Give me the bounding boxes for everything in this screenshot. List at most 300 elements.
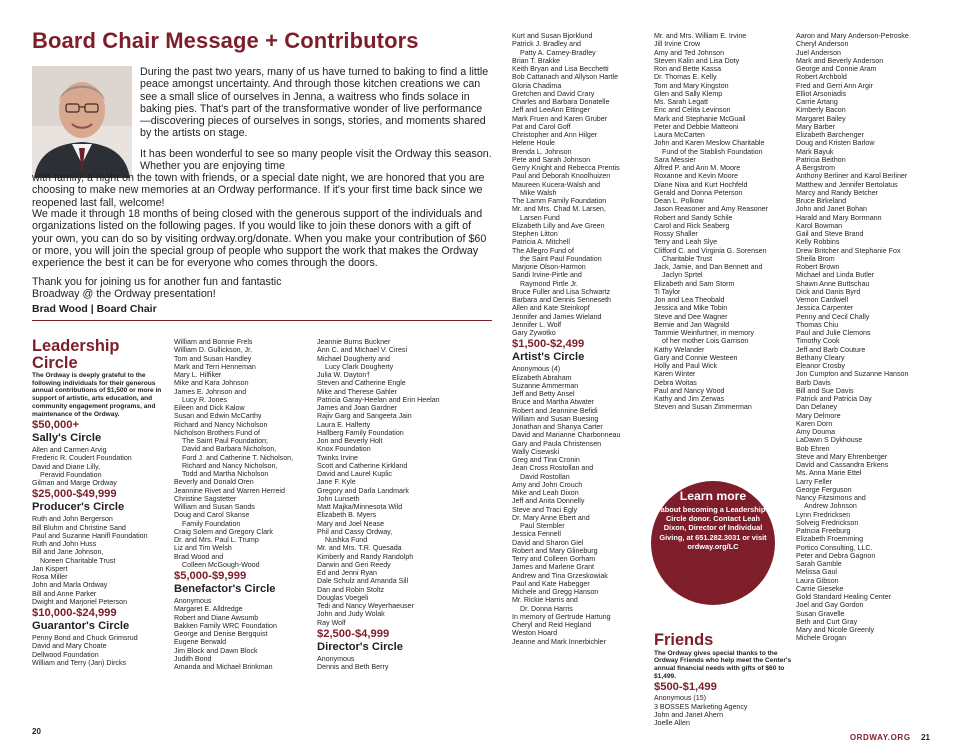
donor-name: Paul and Kate Habegger bbox=[512, 579, 590, 588]
donor-name: Mary L. Hilfiker bbox=[174, 371, 222, 379]
donor-name: Joelle Allen bbox=[654, 719, 690, 728]
donor-name: Carol and Rick Seaberg bbox=[654, 221, 730, 230]
donor-name: the Saint Paul Foundation bbox=[520, 254, 602, 263]
donor-name: Dan Delaney bbox=[796, 403, 838, 412]
donor-name: A Bergstrom bbox=[796, 164, 836, 172]
donor-name: Diane Nixa and Kurt Hochfeld bbox=[654, 180, 748, 189]
directors-circle-title: Director's Circle bbox=[317, 640, 403, 653]
donor-name: Tom and Susan Handley bbox=[174, 354, 252, 363]
donor-name: Bob Cattanach and Allyson Hartle bbox=[512, 73, 619, 82]
donor-name: Gold Standard Healing Center bbox=[796, 593, 892, 601]
donor-name: Suzanne Ammerman bbox=[512, 381, 579, 390]
donor-name: Bruce and Martha Atwater bbox=[512, 398, 595, 407]
donor-name: Helene Houle bbox=[512, 139, 555, 148]
donor-name: Solveig Fredrickson bbox=[796, 518, 859, 527]
donor-name: Allen and Kate Steinkopf bbox=[512, 304, 590, 313]
donor-name: Julia W. Dayton† bbox=[317, 371, 371, 379]
donor-name: Andrew and Tina Grzeskowiak bbox=[512, 571, 608, 580]
friends-section bbox=[654, 632, 792, 727]
donor-name: Dwight and Marjoriel Peterson bbox=[32, 597, 128, 606]
donor-name: Mary and Joel Nease bbox=[317, 519, 385, 528]
donor-name: The Allegro Fund of bbox=[512, 246, 574, 255]
level-50k: $50,000+ bbox=[32, 419, 79, 432]
donor-name: Steve and Dee Wagner bbox=[654, 312, 728, 321]
donor-name: Holly and Paul Wick bbox=[654, 362, 718, 370]
donor-name: Richard and Nancy Nicholson, bbox=[182, 461, 278, 470]
donor-name: Mary Delmore bbox=[796, 411, 841, 420]
donor-name: Steven and Catherine Engle bbox=[317, 379, 406, 388]
donor-name: Bill Bluhm and Christine Sand bbox=[32, 523, 126, 532]
donor-name: Christopher and Ann Hilger bbox=[512, 131, 598, 139]
donor-name: Melissa Gaul bbox=[796, 568, 838, 577]
donor-name: Mark and Beverly Anderson bbox=[796, 56, 884, 65]
donor-name: Paul Stembler bbox=[520, 522, 565, 530]
donor-name: Ruth and John Huss bbox=[32, 540, 97, 549]
donor-name: Drew Britcher and Stephanie Fox bbox=[796, 246, 901, 255]
donor-name: Phil and Cassy Ordway, bbox=[317, 527, 393, 536]
leadership-callout bbox=[651, 481, 775, 605]
donor-name: 3 BOSSES Marketing Agency bbox=[654, 702, 748, 711]
donor-name: Charitable Trust bbox=[662, 254, 713, 263]
donor-name: Roxanne and Kevin Moore bbox=[654, 172, 738, 181]
donor-name: Eleanor Crosby bbox=[796, 362, 845, 370]
donor-name: Robert Brown bbox=[796, 263, 840, 271]
donor-name: Beth and Curt Gray bbox=[796, 617, 858, 626]
donor-name: Mark Fruen and Karen Gruber bbox=[512, 114, 608, 123]
donor-name: Peter and Debbie Matteoni bbox=[654, 122, 739, 131]
donor-name: Debra Woitas bbox=[654, 378, 697, 387]
donor-name: Jessica Carpenter bbox=[796, 304, 854, 313]
donor-name: Weston Hoard bbox=[512, 629, 558, 638]
donor-name: In memory of Gertrude Hartung bbox=[512, 612, 611, 621]
donor-name: Kathy and Jim Zerwas bbox=[654, 395, 725, 403]
donor-name: Dr. Donna Harris bbox=[520, 604, 573, 613]
donor-name: Joel and Gay Gordon bbox=[796, 601, 864, 610]
donor-name: Anonymous bbox=[317, 654, 355, 663]
donor-name: William and Susan Sands bbox=[174, 503, 255, 511]
donor-name: Bruce Birkeland bbox=[796, 197, 847, 205]
donor-name: Patricia Freeburg bbox=[796, 527, 851, 535]
donor-name: Bruce Fuller and Lisa Schwartz bbox=[512, 287, 611, 296]
donor-name: Dean L. Polkow bbox=[654, 197, 704, 205]
donor-name: Patricia Beithon bbox=[796, 155, 846, 164]
donor-name: Jon Cumpton and Suzanne Hanson bbox=[796, 370, 909, 379]
column-4 bbox=[512, 32, 652, 646]
donor-name: James E. Johnson and bbox=[174, 387, 247, 396]
donor-name: Robert and Diane Awsumb bbox=[174, 613, 259, 622]
donor-name: Bethany Cleary bbox=[796, 353, 845, 362]
donor-name: Christine Sagstetter bbox=[174, 494, 237, 503]
donor-name: The Lamm Family Foundation bbox=[512, 197, 607, 205]
callout-title: Learn more bbox=[679, 489, 747, 503]
donor-name: Bernie and Jan Wagnild bbox=[654, 320, 730, 329]
donor-name: Barb Davis bbox=[796, 378, 831, 387]
donor-name: Dr. Mary Anne Ebert and bbox=[512, 513, 590, 522]
donor-name: Karol Bowman bbox=[796, 221, 843, 230]
donor-name: Aaron and Mary Anderson-Petroske bbox=[796, 32, 909, 40]
donor-name: Robert Archbold bbox=[796, 73, 847, 82]
donor-name: Jack, Jamie, and Dan Bennett and bbox=[654, 263, 763, 271]
donor-name: Ford J. and Catherine T. Nicholson, bbox=[182, 453, 294, 462]
donor-name: Sarah Gamble bbox=[796, 560, 842, 568]
donor-name: Dick and Danis Byrd bbox=[796, 287, 861, 296]
donor-name: Gilman and Marge Ordway bbox=[32, 479, 117, 488]
donor-name: David and Diane Lilly, bbox=[32, 462, 101, 471]
donor-name: Noreen Charitable Trust bbox=[40, 556, 116, 565]
donor-name: Allen and Carmen Arvig bbox=[32, 446, 107, 455]
donor-name: Alfred P. and Ann M. Moore bbox=[654, 164, 741, 172]
donor-name: George and Connie Aram bbox=[796, 65, 877, 73]
donor-name: Anonymous bbox=[174, 597, 212, 605]
donor-name: Steve and Traci Egly bbox=[512, 505, 578, 514]
donor-name: Dale Schulz and Amanda Sill bbox=[317, 577, 409, 586]
donor-name: Lucy R. Jones bbox=[182, 395, 227, 404]
donor-name: Kimberly and Randy Randolph bbox=[317, 552, 414, 561]
donor-name: Twinks Irvine bbox=[317, 453, 358, 462]
callout-body: about becoming a Leadership Circle donor. Contact Leah Dixon, Director of Individual Giving, at 651.282.3031 or visit ordway.org/LC bbox=[659, 505, 767, 551]
donor-name: Cheryl and Reid Hegland bbox=[512, 621, 592, 629]
donor-name: Gregory and Darla Landmark bbox=[317, 486, 409, 495]
donor-name: Tammie Weinfurtner, in memory bbox=[654, 329, 754, 337]
friends-intro: The Ordway gives special thanks to the Ordway Friends who help meet the Center's annual financial needs with gifts of $60 to $1,499. bbox=[654, 649, 792, 680]
donor-name: Elizabeth Froemming bbox=[796, 535, 864, 544]
benefactors-circle-title: Benefactor's Circle bbox=[174, 583, 276, 595]
donor-name: Mike and Kara Johnson bbox=[174, 379, 249, 388]
donor-name: Cheryl Anderson bbox=[796, 40, 849, 49]
donor-name: James and Joan Gardner bbox=[317, 404, 398, 412]
donor-name: David and Sharon Giel bbox=[512, 538, 584, 547]
donor-name: Rajiv Garg and Sangeeta Jain bbox=[317, 412, 412, 421]
divider bbox=[32, 320, 492, 321]
message-paragraph-1: During the past two years, many of us have turned to baking to find a little peace amongst uncertainty. And through those kitchen creations we can see a small slice of ourselves in Jenna, a waitress who finds solace in baking pies. That's part of the transformative wonder of live performance—discovering pieces of ourselves in songs, stories, and moments shared by the artists on stage. bbox=[140, 66, 489, 140]
donor-name: Lucy Clark Dougherty bbox=[325, 362, 394, 371]
donor-name: Marcy and Randy Betcher bbox=[796, 188, 879, 197]
donor-name: Dennis and Beth Berry bbox=[317, 663, 389, 671]
donor-name: Shawn Anne Buttschau bbox=[796, 279, 870, 288]
donor-name: Maureen Kucera-Walsh and bbox=[512, 180, 601, 189]
donor-name: Laura Gibson bbox=[796, 576, 839, 585]
donor-name: Eugene Berwald bbox=[174, 638, 227, 647]
donor-name: Elizabeth and Sam Storm bbox=[654, 279, 735, 288]
donor-name: Anonymous (4) bbox=[512, 365, 561, 374]
donor-name: Lynn Fredricksen bbox=[796, 510, 851, 519]
donor-name: Brad Wood and bbox=[174, 552, 224, 561]
donor-name: Liz and Tim Welsh bbox=[174, 544, 232, 553]
donor-name: Mr. and Mrs. Chad M. Larsen, bbox=[512, 205, 606, 214]
donor-name: Brian T. Brakke bbox=[512, 56, 560, 65]
donor-name: Rosa Miller bbox=[32, 573, 68, 582]
donor-name: Brenda L. Johnson bbox=[512, 147, 572, 156]
donor-name: Peter and Debra Gagnon bbox=[796, 551, 876, 560]
level-10k: $10,000-$24,999 bbox=[32, 607, 117, 620]
donor-name: Timothy Cook bbox=[796, 337, 840, 346]
donor-name: David and Laurel Kuplic bbox=[317, 470, 392, 478]
donor-name: Larry Feller bbox=[796, 477, 832, 486]
donor-name: Dr. Thomas E. Kelly bbox=[654, 73, 717, 82]
donor-name: Gail and Steve Brand bbox=[796, 230, 864, 238]
donor-name: Terry and Leah Slye bbox=[654, 238, 718, 247]
donor-name: Steve and Mary Ehrenberger bbox=[796, 452, 888, 461]
donor-name: Darwin and Geri Reedy bbox=[317, 560, 391, 569]
donor-name: Tom and Mary Kingston bbox=[654, 81, 729, 90]
donor-name: Jean Cross Rostollan and bbox=[512, 464, 594, 473]
donor-name: David and Marianne Charbonneau bbox=[512, 431, 621, 440]
donor-name: Larsen Fund bbox=[520, 213, 560, 222]
donor-name: Richard and Nancy Nicholson bbox=[174, 420, 268, 429]
donor-name: Peravid Foundation bbox=[40, 470, 102, 479]
artists-circle-title: Artist's Circle bbox=[512, 351, 585, 364]
donor-name: Matt Majka/Minnesota Wild bbox=[317, 503, 403, 511]
donor-name: William and Susan Buesing bbox=[512, 414, 599, 423]
donor-name: LaDawn S Dykhouse bbox=[796, 436, 863, 445]
donor-name: John and Janet Bohan bbox=[796, 205, 867, 214]
donor-name: George Ferguson bbox=[796, 485, 852, 494]
donor-name: Jim Block and Dawn Block bbox=[174, 646, 258, 655]
page-number-left: 20 bbox=[32, 727, 41, 736]
donor-name: Jeff and LeeAnn Ettinger bbox=[512, 106, 590, 115]
donor-name: William and Bonnie Frels bbox=[174, 338, 253, 346]
donor-name: Sandi Irvine-Pirtle and bbox=[512, 271, 582, 280]
donor-name: Eileen and Dick Kalow bbox=[174, 404, 245, 412]
donor-name: Bill and Anne Parker bbox=[32, 589, 97, 598]
donor-name: Ron and Bette Kassa bbox=[654, 65, 722, 73]
donor-name: Karen Dorn bbox=[796, 419, 833, 428]
donor-name: Amy and John Crouch bbox=[512, 480, 583, 489]
donor-name: Mary and Nicole Greenly bbox=[796, 626, 875, 634]
donor-name: Hallberg Family Foundation bbox=[317, 428, 404, 437]
donor-name: John and Janet Ahern bbox=[654, 710, 724, 719]
donor-name: Judith Bond bbox=[174, 654, 212, 663]
donor-name: David and Cassandra Erkens bbox=[796, 461, 889, 469]
donor-name: Beverly and Donald Oren bbox=[174, 478, 254, 487]
donor-name: Margaret Bailey bbox=[796, 114, 846, 123]
donor-name: Gary Zywotko bbox=[512, 329, 556, 337]
donor-name: Jessica and Mike Tobin bbox=[654, 304, 728, 313]
donor-name: Sheila Brom bbox=[796, 254, 835, 263]
donor-name: Knox Foundation bbox=[317, 445, 371, 454]
donor-name: Amy and Ted Johnson bbox=[654, 48, 725, 57]
donor-name: Ms. Sarah Legatt bbox=[654, 98, 709, 106]
column-1 bbox=[32, 338, 170, 667]
donor-name: Jan Kispert bbox=[32, 564, 68, 573]
donor-name: Glen and Sally Klemp bbox=[654, 89, 723, 98]
donor-name: Jill Irvine Crow bbox=[654, 40, 701, 49]
donor-name: David and Barbara Nicholson, bbox=[182, 445, 277, 454]
donor-name: Stephen Litton bbox=[512, 230, 558, 238]
donor-name: Bakken Family WRC Foundation bbox=[174, 621, 277, 630]
donor-name: Colleen McGough-Wood bbox=[182, 560, 260, 569]
donor-name: Paul and Deborah Knoolhuizen bbox=[512, 172, 611, 181]
donor-name: Laura E. Halferty bbox=[317, 420, 371, 429]
donor-name: Jeff and Anita Donnelly bbox=[512, 497, 585, 506]
donor-name: Mark and Stephanie McGuail bbox=[654, 114, 746, 123]
donor-name: Todd and Martha Nicholson bbox=[182, 470, 269, 478]
donor-name: Jane F. Kyle bbox=[317, 478, 356, 487]
donor-name: Raymond Pirtle Jr. bbox=[520, 279, 578, 288]
donor-name: Matthew and Jennifer Bertolatus bbox=[796, 180, 898, 189]
donor-name: Tedi and Nancy Weyerhaeuser bbox=[317, 602, 414, 610]
donor-name: Elizabeth Abraham bbox=[512, 373, 572, 382]
donor-name: Jessica Fennell bbox=[512, 530, 561, 539]
leadership-title-line1: Leadership bbox=[32, 337, 120, 355]
donor-name: Gerry Knight and Rebecca Prentis bbox=[512, 164, 620, 172]
donor-name: Marjorie Olson-Harmon bbox=[512, 263, 586, 271]
donor-name: Gerald and Donna Peterson bbox=[654, 188, 743, 197]
donor-name: Thomas Chiu bbox=[796, 320, 839, 329]
donor-name: Dellwood Foundation bbox=[32, 650, 99, 659]
donor-name: Jeannie Burns Buckner bbox=[317, 338, 391, 346]
donor-name: Nancy Fitzsimons and bbox=[796, 494, 866, 502]
donor-name: Jeff and Betty Ansel bbox=[512, 390, 575, 398]
donor-name: Patricia Garay-Heelan and Erin Heelan bbox=[317, 395, 440, 404]
donor-name: Rossy Shaller bbox=[654, 230, 698, 238]
donor-name: Terry and Colleen Gorham bbox=[512, 555, 596, 563]
donor-name: Michael and Linda Butler bbox=[796, 271, 875, 280]
donor-name: Elizabeth Barchenger bbox=[796, 131, 864, 139]
page-title: Board Chair Message + Contributors bbox=[32, 28, 419, 53]
donor-name: Jonathan and Shanya Carter bbox=[512, 423, 603, 431]
donor-name: Ruth and John Bergerson bbox=[32, 515, 113, 524]
donor-name: Penny and Cecil Chally bbox=[796, 312, 870, 321]
column-6 bbox=[796, 32, 930, 643]
donor-name: James and Marlene Grant bbox=[512, 563, 595, 572]
donor-name: Susan Gravelle bbox=[796, 609, 845, 618]
donor-name: Jason Reasoner and Amy Reasoner bbox=[654, 205, 768, 214]
donor-name: Robert and Mary Glineburg bbox=[512, 546, 598, 555]
signature: Brad Wood | Board Chair bbox=[32, 303, 157, 315]
donor-name: Jon and Beverly Holt bbox=[317, 437, 383, 445]
donor-name: Anonymous (15) bbox=[654, 694, 707, 703]
donor-name: Michele and Gregg Hanson bbox=[512, 588, 599, 596]
donor-name: Mark and Terri Henneman bbox=[174, 362, 256, 371]
donor-name: Gary and Paula Christensen bbox=[512, 439, 602, 448]
donor-name: Frederic R. Coudert Foundation bbox=[32, 454, 132, 463]
donor-name: Mr. Rickie Harris and bbox=[512, 596, 578, 605]
donor-name: Ti Taylor bbox=[654, 287, 681, 296]
donor-name: Michele Grogan bbox=[796, 634, 847, 643]
donor-name: Kimberly Bacon bbox=[796, 106, 846, 115]
donor-name: Mark Bayuk bbox=[796, 147, 834, 156]
donor-name: Kelly Robbins bbox=[796, 238, 840, 247]
donor-name: Robert and Sandy Schile bbox=[654, 213, 733, 222]
donor-name: Bill and Sue Davis bbox=[796, 386, 854, 395]
donor-name: Paul and Julie Clemons bbox=[796, 329, 871, 337]
donor-name: Wally Cisewski bbox=[512, 447, 560, 456]
donor-name: Juel Anderson bbox=[796, 48, 841, 57]
donor-name: Nushka Fund bbox=[325, 536, 368, 544]
donor-name: Steven and Susan Zimmerman bbox=[654, 403, 752, 412]
donor-name: Bob Ehren bbox=[796, 444, 830, 453]
donor-name: Jennifer L. Wolf bbox=[512, 320, 562, 329]
donor-name: John Lunseth bbox=[317, 494, 360, 503]
donor-name: Kurt and Susan Bjorklund bbox=[512, 32, 593, 40]
sallys-circle-title: Sally's Circle bbox=[32, 432, 102, 445]
donor-name: Doug and Kristen Barlow bbox=[796, 139, 875, 148]
board-chair-photo bbox=[32, 66, 132, 178]
level-1500: $1,500-$2,499 bbox=[512, 338, 585, 351]
donor-name: Amy Douma bbox=[796, 428, 836, 436]
donor-name: Paul and Nancy Wood bbox=[654, 386, 725, 395]
donor-name: Bill and Jane Johnson, bbox=[32, 548, 104, 557]
donor-name: The Saint Paul Foundation; bbox=[182, 437, 268, 445]
producers-circle-title: Producer's Circle bbox=[32, 501, 125, 514]
donor-name: Ms. Anna Marie Ettel bbox=[796, 469, 862, 478]
message-paragraph-3: We made it through 18 months of being closed with the generous support of the individuals and organizations listed on the following pages. If you would like to join these donors with a gift of your own, you can do so by visiting ordway.org/donate. When you make your contribution of $60 or more, you will join the special group of people who support the work that makes the Ordway experience the best it can be for everyone who comes through the doors. bbox=[32, 208, 487, 270]
donor-name: Charles and Barbara Donatelle bbox=[512, 98, 610, 106]
donor-name: of her mother Lois Garrison bbox=[662, 337, 749, 346]
donor-name: Pete and Sarah Johnson bbox=[512, 155, 591, 164]
donor-name: Mr. and Mrs. T.R. Quesada bbox=[317, 544, 402, 553]
donor-name: Mike Walsh bbox=[520, 188, 557, 197]
donor-name: Portico Consulting, LLC. bbox=[796, 543, 873, 552]
guarantors-circle-title: Guarantor's Circle bbox=[32, 620, 130, 633]
donor-name: Patty A. Carney-Bradley bbox=[520, 48, 596, 57]
column-5 bbox=[654, 32, 788, 412]
donor-name: Keith Bryan and Lisa Becchetti bbox=[512, 65, 609, 73]
donor-name: Carrie Gieseke bbox=[796, 584, 844, 593]
donor-name: Jaclyn Sprtel bbox=[662, 271, 703, 280]
donor-name: Amanda and Michael Brinkman bbox=[174, 663, 273, 671]
donor-name: Andrew Johnson bbox=[804, 502, 857, 511]
donor-name: Eric and Celita Levinson bbox=[654, 106, 731, 115]
leadership-title-line2: Circle bbox=[32, 353, 78, 372]
donor-name: Elizabeth B. Myers bbox=[317, 511, 377, 520]
donor-name: Patrick J. Bradley and bbox=[512, 40, 581, 49]
donor-name: Gloria Chadima bbox=[512, 81, 562, 90]
donor-name: John and Marla Ordway bbox=[32, 581, 108, 590]
donor-name: David and Mary Choate bbox=[32, 642, 107, 651]
donor-name: Mr. and Mrs. William E. Irvine bbox=[654, 32, 747, 40]
donor-name: William and Terry (Jan) Dircks bbox=[32, 658, 127, 667]
donor-name: Craig Solem and Gregory Clark bbox=[174, 527, 273, 536]
donor-name: Ray Wolf bbox=[317, 618, 346, 627]
donor-name: Patricia A. Mitchell bbox=[512, 238, 570, 247]
donor-name: Karen Winter bbox=[654, 370, 696, 379]
donor-name: Ed and Jenni Ryan bbox=[317, 569, 377, 577]
donor-name: Doug and Carol Skanse bbox=[174, 511, 250, 520]
donor-name: Paul and Suzanne Hanifl Foundation bbox=[32, 531, 148, 540]
donor-name: Gretchen and David Crary bbox=[512, 89, 595, 98]
donor-name: Elliot Arsoniadis bbox=[796, 89, 847, 98]
donor-name: Robert and Jeannine Befidi bbox=[512, 406, 598, 415]
donor-name: George and Denise Bergquist bbox=[174, 630, 268, 638]
donor-name: John and Karen Meslow Charitable bbox=[654, 139, 765, 148]
donor-name: Jeff and Barb Couture bbox=[796, 345, 866, 354]
donor-name: Steven Kalin and Lisa Doty bbox=[654, 56, 740, 65]
donor-name: Greg and Tina Cronin bbox=[512, 456, 580, 464]
level-500: $500-$1,499 bbox=[654, 681, 717, 694]
donor-name: Douglas Voegeli bbox=[317, 593, 369, 602]
donor-name: Fred and Gerri Ann Argir bbox=[796, 81, 873, 90]
donor-name: Fund of the Stablish Foundation bbox=[662, 147, 763, 156]
friends-title: Friends bbox=[654, 631, 714, 649]
donor-name: Penny Bond and Chuck Grimsrud bbox=[32, 634, 138, 643]
footer-right bbox=[850, 727, 930, 745]
message-paragraph-4: Thank you for joining us for another fun and fantastic Broadway @ the Ordway presentation! bbox=[32, 276, 282, 301]
donor-name: William D. Gullickson, Jr. bbox=[174, 346, 253, 355]
donor-name: David Rostollan bbox=[520, 472, 570, 481]
donor-name: Michael Dougherty and bbox=[317, 354, 390, 363]
leadership-intro: The Ordway is deeply grateful to the following individuals for their generous annual contributions of $1,500 or more in support of artistic, arts education, and community engagement programs, and maintenance of the Ordway. bbox=[32, 372, 162, 418]
page-number-right: 21 bbox=[921, 733, 930, 742]
donor-name: Vernon Cardwell bbox=[796, 296, 849, 304]
donor-name: Dan and Robin Stoltz bbox=[317, 585, 385, 594]
donor-name: Susan and Edwin McCarthy bbox=[174, 412, 262, 421]
donor-name: Carrie Artang bbox=[796, 98, 838, 106]
level-25k: $25,000-$49,999 bbox=[32, 488, 117, 501]
donor-name: Gary and Connie Westeen bbox=[654, 353, 738, 362]
donor-name: Scott and Catherine Kirkland bbox=[317, 461, 408, 470]
